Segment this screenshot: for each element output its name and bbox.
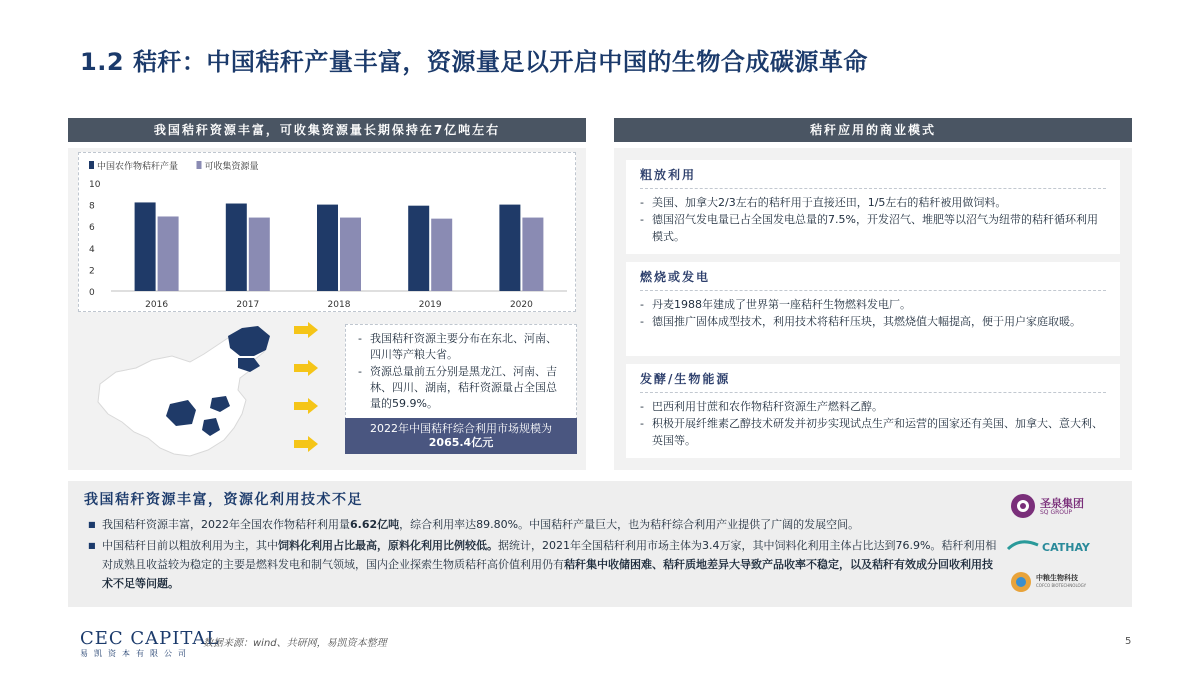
list-item: - 德国沼气发电量已占全国发电总量的7.5%，开发沼气、堆肥等以沼气为纽带的秸秆循环利用模式。 <box>640 211 1106 245</box>
bar-output <box>408 206 429 291</box>
model-card-bioenergy <box>626 364 1120 458</box>
x-tick-label: 2017 <box>236 300 260 310</box>
bar-chart-svg <box>79 153 577 313</box>
market-size-label: 2022年中国秸秆综合利用市场规模为 <box>370 422 552 435</box>
list-item: - 我国秸秆资源主要分布在东北、河南、四川等产粮大省。 <box>358 331 566 363</box>
sq-group-icon <box>1010 493 1036 519</box>
logo-sq-group <box>1006 493 1124 521</box>
data-source: 数据来源：wind、共研网，易凯资本整理 <box>203 638 387 649</box>
text-span: 中国秸秆目前以粗放利用为主，其中 <box>102 539 278 552</box>
left-section-header: 我国秸秆资源丰富，可收集资源量长期保持在7亿吨左右 <box>68 118 586 142</box>
page-title: 1.2 秸秆：中国秸秆产量丰富，资源量足以开启中国的生物合成碳源革命 <box>80 48 868 76</box>
text-span: ，综合利用率达89.80%。中国秸秆产量巨大，也为秸秆综合利用产业提供了广阔的发展空间。 <box>399 518 860 531</box>
bar-collectable <box>158 216 179 291</box>
china-map <box>78 316 288 464</box>
list-item: - 丹麦1988年建成了世界第一座秸秆生物燃料发电厂。 <box>640 296 1106 313</box>
arrow-icon <box>294 322 318 338</box>
arrow-icon <box>294 436 318 452</box>
distribution-bullets <box>345 324 577 420</box>
sq-group-name: 圣泉集团 <box>1040 497 1084 510</box>
model-card-power <box>626 262 1120 356</box>
list-item <box>88 515 998 534</box>
bar-collectable <box>340 218 361 291</box>
cofco-icon <box>1010 571 1032 593</box>
logo-cofco <box>1006 571 1124 599</box>
bottom-title: 我国秸秆资源丰富，资源化利用技术不足 <box>84 492 363 508</box>
x-tick-label: 2018 <box>327 300 351 310</box>
text-span: 据统计，2021年全国秸秆利用市场主体为3.4万家，其中饲料化利用主体占比达到76.9%。秸秆利用相对成熟且收益较为稳定的主要是燃料发电和制气领域，国内企业探索生物质秸秆高价值利用仍有 <box>102 539 997 571</box>
arrow-icon <box>294 398 318 414</box>
model-card-title: 燃烧或发电 <box>640 268 1106 291</box>
cathay-icon <box>1006 537 1040 555</box>
footer-brand: CEC CAPITAL <box>80 628 220 649</box>
list-item: - 德国推广固体成型技术，利用技术将秸秆压块，其燃烧值大幅提高，便于用户家庭取暖。 <box>640 313 1106 330</box>
bar-output <box>317 205 338 291</box>
legend-swatch <box>89 161 94 169</box>
list-item <box>88 536 998 593</box>
y-tick-label: 0 <box>89 288 95 298</box>
bar-collectable <box>431 219 452 291</box>
y-tick-label: 2 <box>89 266 95 277</box>
bar-output <box>226 204 247 291</box>
list-item: - 巴西利用甘蔗和农作物秸秆资源生产燃料乙醇。 <box>640 398 1106 415</box>
y-tick-label: 4 <box>89 244 95 255</box>
right-panel <box>614 148 1132 470</box>
y-tick-label: 10 <box>89 180 101 190</box>
market-size-box <box>345 418 577 454</box>
x-tick-label: 2019 <box>418 300 442 310</box>
left-panel <box>68 148 586 470</box>
arrow-icon <box>294 360 318 376</box>
list-item: - 资源总量前五分别是黑龙江、河南、吉林、四川、湖南，秸秆资源量占全国总量的59.9%。 <box>358 364 566 412</box>
page-number: 5 <box>1125 636 1132 647</box>
x-tick-label: 2020 <box>509 300 533 310</box>
model-card-title: 发酵/生物能源 <box>640 370 1106 393</box>
model-card-extensive <box>626 160 1120 254</box>
cofco-name-en: COFCO BIOTECHNOLOGY <box>1036 583 1087 588</box>
model-card-title: 粗放利用 <box>640 166 1106 189</box>
arrow-group <box>294 318 324 458</box>
footer-brand-sub: 易凯资本有限公司 <box>80 649 192 658</box>
right-section-header: 秸秆应用的商业模式 <box>614 118 1132 142</box>
legend-label: 中国农作物秸秆产量 <box>97 162 179 172</box>
highlight-text: 6.62亿吨 <box>350 518 400 531</box>
y-tick-label: 6 <box>89 223 95 234</box>
list-item: - 积极开展纤维素乙醇技术研发并初步实现试点生产和运营的国家还有美国、加拿大、意大利、英国等。 <box>640 415 1106 449</box>
bar-chart <box>78 152 576 312</box>
x-tick-label: 2016 <box>145 300 169 310</box>
market-size-value: 2065.4亿元 <box>428 436 494 449</box>
bar-output <box>499 205 520 291</box>
cofco-name: 中粮生物科技 <box>1036 574 1078 582</box>
bar-collectable <box>249 218 270 291</box>
y-tick-label: 8 <box>89 201 95 212</box>
cathay-name: CATHAY <box>1042 541 1090 554</box>
highlight-text: 秸秆集中收储困难、秸秆质地差异大导致产品收率不稳定，以及秸秆有效成分回收利用技术不足等问题。 <box>102 558 993 590</box>
legend-label: 可收集资源量 <box>204 162 259 172</box>
sq-group-name-en: SQ GROUP <box>1040 509 1072 516</box>
list-item: - 美国、加拿大2/3左右的秸秆用于直接还田，1/5左右的秸秆被用做饲料。 <box>640 194 1106 211</box>
text-span: 我国秸秆资源丰富，2022年全国农作物秸秆利用量 <box>102 518 350 531</box>
legend-swatch <box>197 161 202 169</box>
highlight-text: 饲料化利用占比最高，原料化利用比例较低。 <box>278 539 498 552</box>
bar-collectable <box>522 218 543 291</box>
bar-output <box>135 202 156 291</box>
bottom-panel <box>68 481 1132 607</box>
logo-cathay <box>1006 535 1124 563</box>
